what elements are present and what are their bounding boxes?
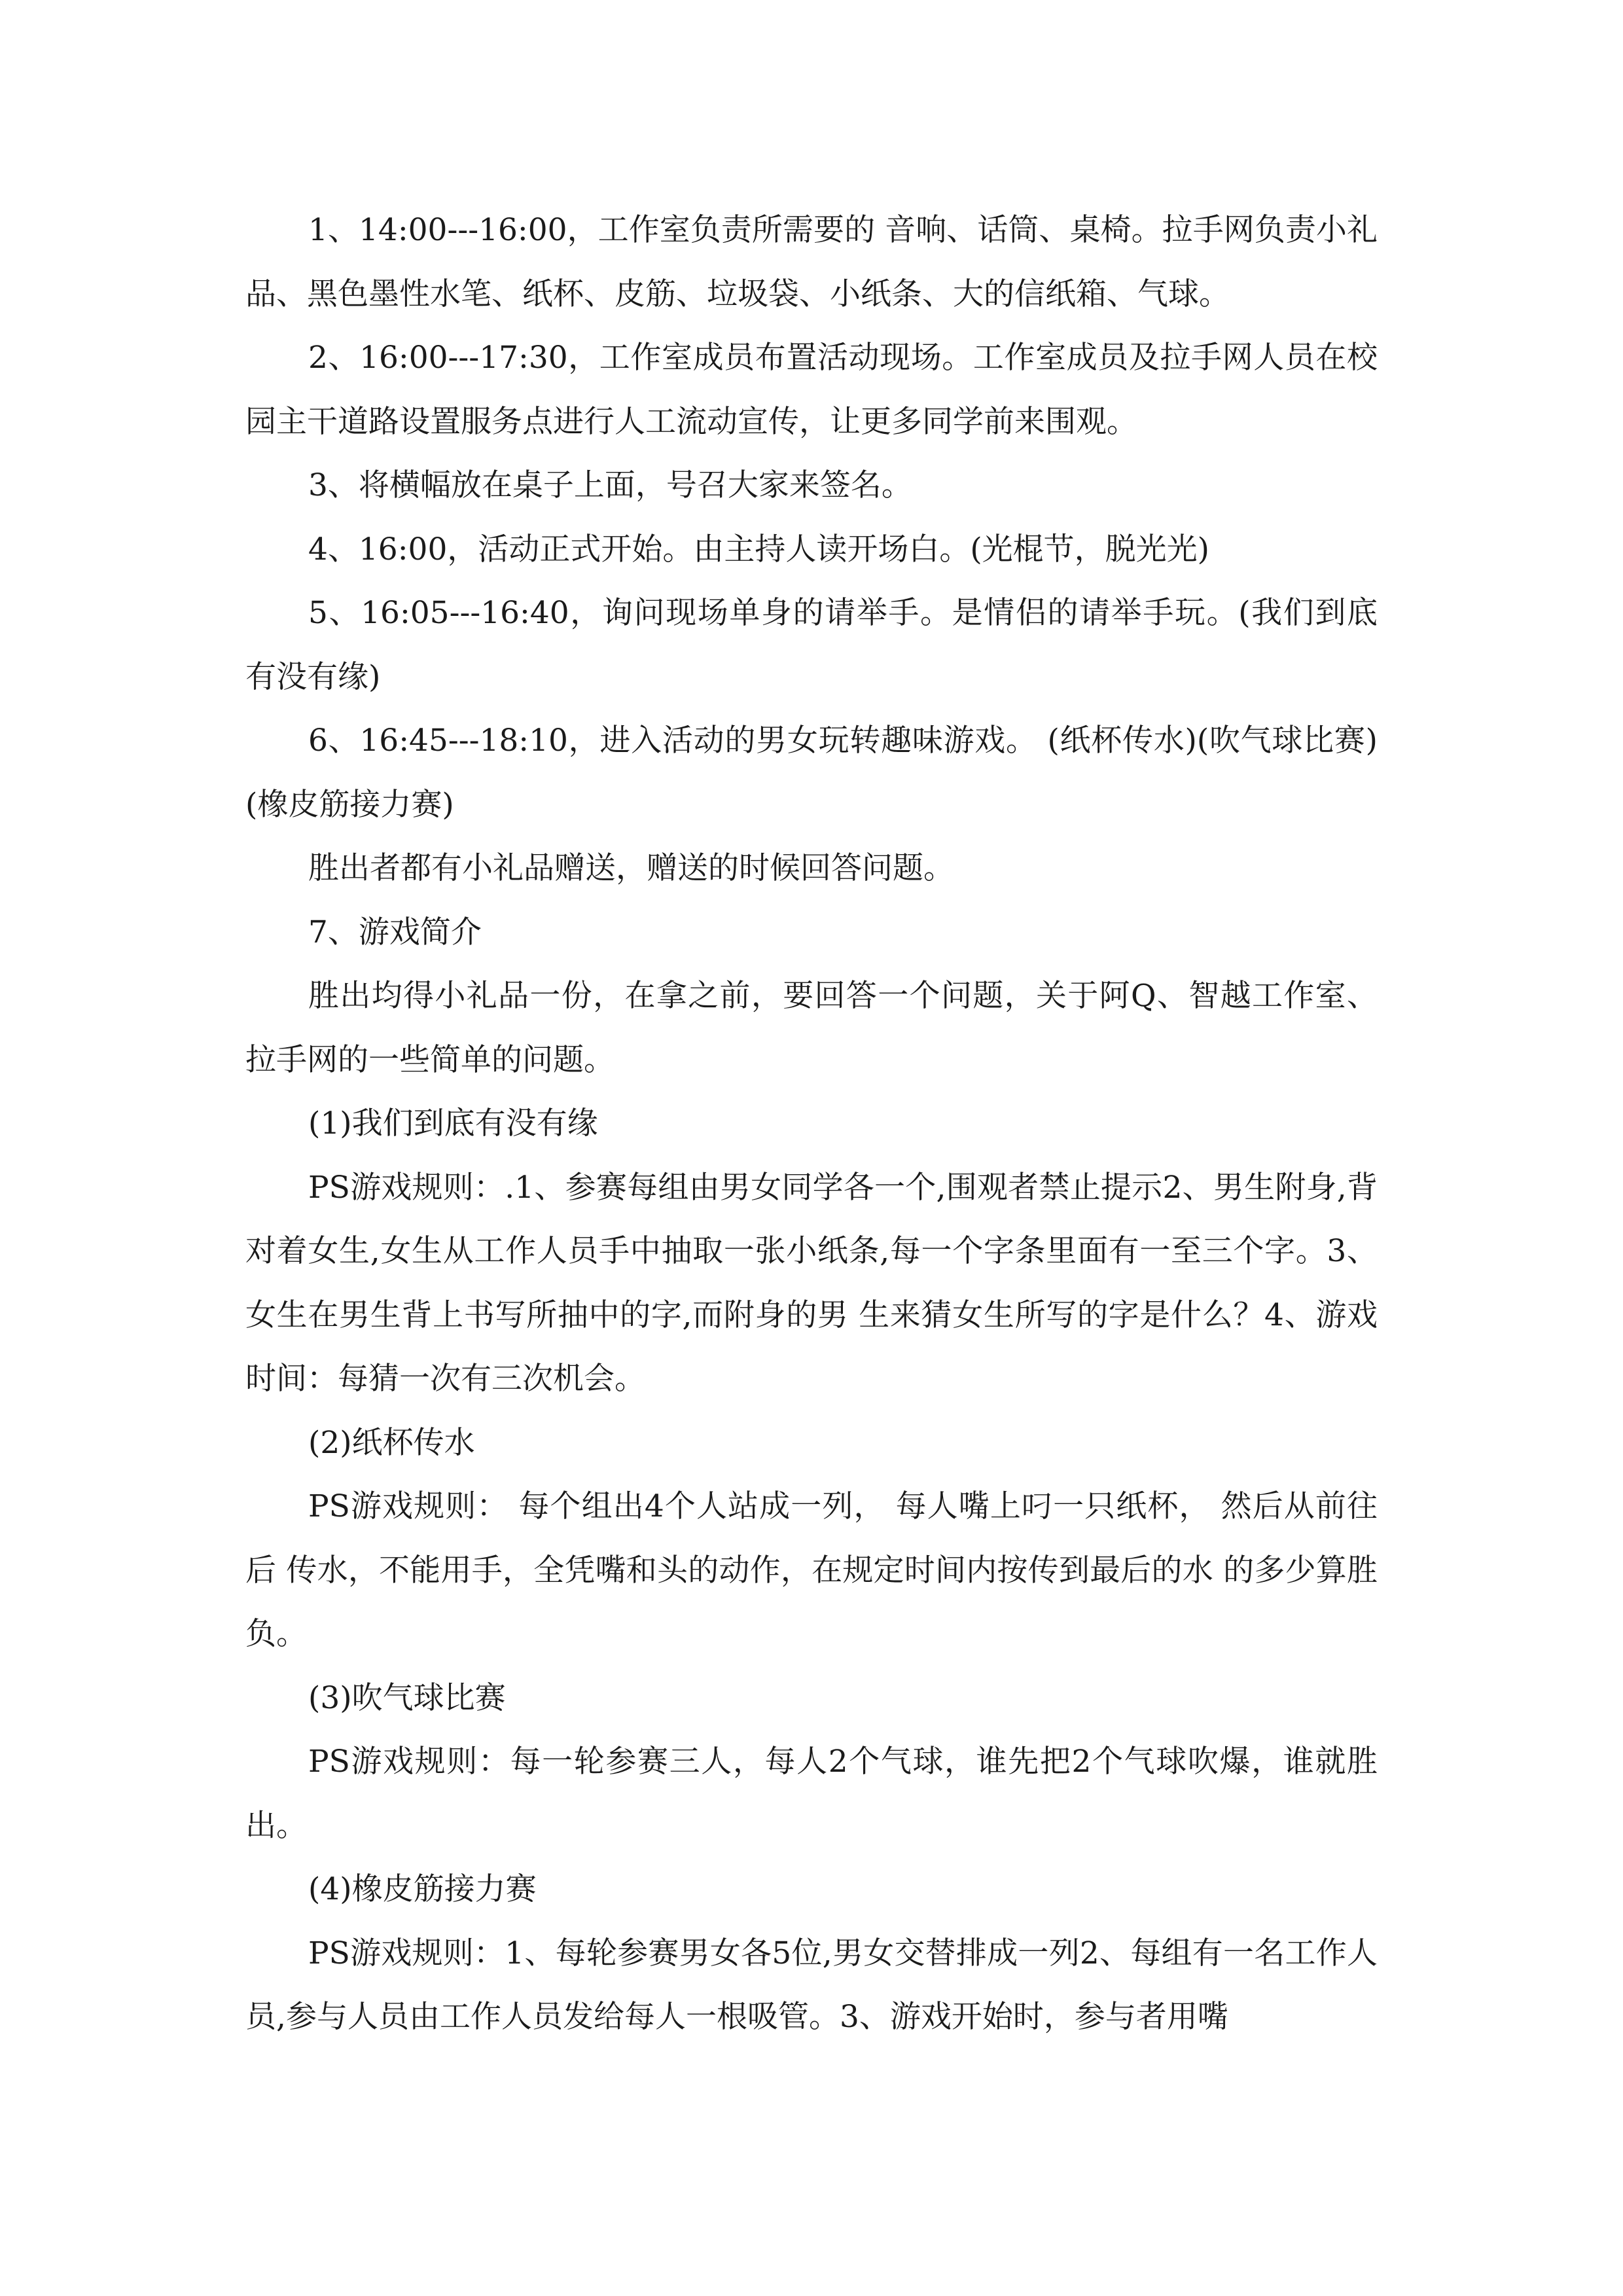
paragraph-schedule-5: 5、16:05---16:40，询问现场单身的请举手。是情侣的请举手玩。(我们到底有没有缘) (245, 595, 1378, 695)
paragraph-game-intro: 胜出均得小礼品一份，在拿之前，要回答一个问题，关于阿Q、智越工作室、拉手网的一些简单的问题。 (245, 978, 1378, 1078)
paragraph-game-4-rules: PS游戏规则：1、每轮参赛男女各5位,男女交替排成一列2、每组有一名工作人员,参与人员由工作人员发给每人一根吸管。3、游戏开始时，参与者用嘴 (245, 1935, 1378, 2035)
document-body (245, 198, 1378, 2049)
paragraph-schedule-1: 1、14:00---16:00，工作室负责所需要的 音响、话筒、桌椅。拉手网负责小礼品、黑色墨性水笔、纸杯、皮筋、垃圾袋、小纸条、大的信纸箱、气球。 (245, 212, 1378, 312)
paragraph-schedule-4: 4、16:00，活动正式开始。由主持人读开场白。(光棍节，脱光光) (308, 531, 1210, 567)
paragraph-game-4-heading: (4)橡皮筋接力赛 (308, 1871, 537, 1907)
paragraph-game-1-heading: (1)我们到底有没有缘 (308, 1105, 598, 1141)
paragraph-game-1-rules: PS游戏规则：.1、参赛每组由男女同学各一个,围观者禁止提示2、男生附身,背对着女生,女生从工作人员手中抽取一张小纸条,每一个字条里面有一至三个字。3、女生在男生背上书写所抽中的字,而附身的男 生来猜女生所写的字是什么？4、游戏时间：每猜一次有三次机会。 (245, 1169, 1378, 1397)
paragraph-prize-note: 胜出者都有小礼品赠送，赠送的时候回答问题。 (308, 850, 954, 886)
paragraph-schedule-3: 3、将横幅放在桌子上面，号召大家来签名。 (308, 467, 912, 503)
paragraph-game-2-rules: PS游戏规则： 每个组出4个人站成一列， 每人嘴上叼一只纸杯， 然后从前往后 传水，不能用手，全凭嘴和头的动作，在规定时间内按传到最后的水 的多少算胜负。 (245, 1488, 1378, 1652)
paragraph-game-3-heading: (3)吹气球比赛 (308, 1679, 506, 1716)
paragraph-game-intro-heading: 7、游戏简介 (308, 914, 482, 950)
paragraph-game-3-rules: PS游戏规则：每一轮参赛三人，每人2个气球，谁先把2个气球吹爆，谁就胜出。 (245, 1744, 1378, 1844)
paragraph-schedule-6: 6、16:45---18:10，进入活动的男女玩转趣味游戏。 (纸杯传水)(吹气球比赛)(橡皮筋接力赛) (245, 723, 1378, 823)
paragraph-game-2-heading: (2)纸杯传水 (308, 1424, 475, 1461)
paragraph-schedule-2: 2、16:00---17:30，工作室成员布置活动现场。工作室成员及拉手网人员在校园主干道路设置服务点进行人工流动宣传，让更多同学前来围观。 (245, 340, 1378, 440)
